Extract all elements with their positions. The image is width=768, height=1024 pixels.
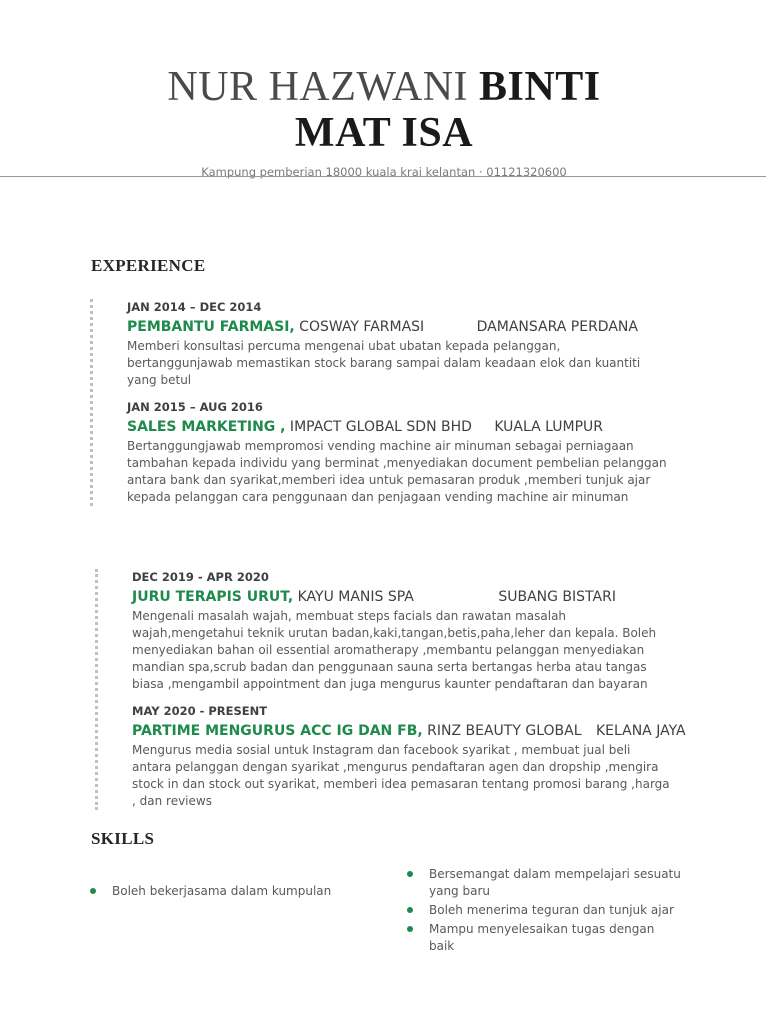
job-description: Mengurus media sosial untuk Instagram dan facebook syarikat , membuat jual beli antara pelanggan dengan syarikat ,mengurus pendaftaran agen dan dropship ,mengira stock in dan stock out syarikat, memberi idea pemasaran tentang promosi barang ,harga , dan reviews bbox=[132, 743, 670, 808]
skill-item bbox=[407, 902, 682, 919]
skills-list-left bbox=[90, 883, 380, 902]
job-title-line bbox=[127, 318, 667, 336]
experience-group-2 bbox=[95, 569, 686, 810]
job-company: IMPACT GLOBAL SDN BHD bbox=[285, 419, 472, 435]
job-date: JAN 2015 – AUG 2016 bbox=[127, 400, 263, 414]
bullet-dot-icon bbox=[407, 907, 413, 913]
job-date: MAY 2020 - PRESENT bbox=[132, 704, 268, 718]
skill-item bbox=[90, 883, 380, 900]
skill-text: Boleh bekerjasama dalam kumpulan bbox=[112, 884, 332, 898]
job-title-line bbox=[132, 722, 686, 740]
job-description: Bertanggungjawab mempromosi vending machine air minuman sebagai perniagaan tambahan kepada individu yang berminat ,menyediakan document pembelian pelanggan antara bank dan syarikat,memberi idea untuk pemasaran produk ,memberi tunjuk ajar kepada pelanggan cara penggunaan dan penjagaan vending machine air minuman bbox=[127, 439, 667, 504]
candidate-name bbox=[0, 64, 768, 156]
skill-item bbox=[407, 866, 682, 900]
job-role: PEMBANTU FARMASI, bbox=[127, 319, 295, 335]
job-date: DEC 2019 - APR 2020 bbox=[132, 570, 269, 584]
job-title-line bbox=[127, 418, 667, 436]
job-role: PARTIME MENGURUS ACC IG DAN FB, bbox=[132, 723, 423, 739]
job-role: SALES MARKETING , bbox=[127, 419, 286, 435]
skill-text: Bersemangat dalam mempelajari sesuatu yang baru bbox=[429, 867, 681, 898]
skill-text: Mampu menyelesaikan tugas dengan baik bbox=[429, 922, 655, 953]
job-role: JURU TERAPIS URUT, bbox=[132, 589, 294, 605]
job-company: COSWAY FARMASI bbox=[294, 319, 425, 335]
job-location: KELANA JAYA bbox=[595, 723, 686, 739]
experience-heading: EXPERIENCE bbox=[91, 256, 206, 275]
skill-text: Boleh menerima teguran dan tunjuk ajar bbox=[429, 903, 674, 917]
bullet-dot-icon bbox=[90, 888, 96, 894]
job-location: SUBANG BISTARI bbox=[498, 589, 616, 605]
job-entry bbox=[127, 399, 667, 506]
job-entry bbox=[132, 703, 686, 810]
job-location: DAMANSARA PERDANA bbox=[476, 319, 638, 335]
skill-item bbox=[407, 921, 682, 955]
job-description: Memberi konsultasi percuma mengenai ubat ubatan kepada pelanggan, bertanggunjawab memastikan stock barang sampai dalam keadaan elok dan kuantiti yang betul bbox=[127, 339, 641, 387]
name-first-part: NUR HAZWANI bbox=[167, 64, 480, 110]
name-bold-part-2: MAT ISA bbox=[294, 110, 474, 156]
job-company: KAYU MANIS SPA bbox=[293, 589, 414, 605]
job-date: JAN 2014 – DEC 2014 bbox=[127, 300, 262, 314]
name-bold-part-1: BINTI bbox=[479, 64, 601, 110]
job-description: Mengenali masalah wajah, membuat steps facials dan rawatan masalah wajah,mengetahui teknik urutan badan,kaki,tangan,betis,paha,leher dan kepala. Boleh menyediakan bahan oil essential aromatherapy ,membantu pelanggan menyediakan mandian spa,scrub badan dan penggunaan sauna serta bertangas herba atau tangas biasa ,mengambil appointment dan juga mengurus kaunter pendaftaran dan bayaran bbox=[132, 609, 657, 691]
bullet-dot-icon bbox=[407, 871, 413, 877]
job-title-line bbox=[132, 588, 672, 606]
skills-heading: SKILLS bbox=[91, 829, 155, 848]
header-divider bbox=[0, 176, 766, 177]
skills-list-right bbox=[407, 866, 682, 957]
job-entry bbox=[132, 569, 672, 693]
job-location: KUALA LUMPUR bbox=[494, 419, 603, 435]
bullet-dot-icon bbox=[407, 926, 413, 932]
job-company: RINZ BEAUTY GLOBAL bbox=[422, 723, 582, 739]
job-entry bbox=[127, 299, 667, 389]
contact-info: Kampung pemberian 18000 kuala krai kelantan · 01121320600 bbox=[201, 165, 567, 179]
experience-group-1 bbox=[90, 299, 667, 506]
